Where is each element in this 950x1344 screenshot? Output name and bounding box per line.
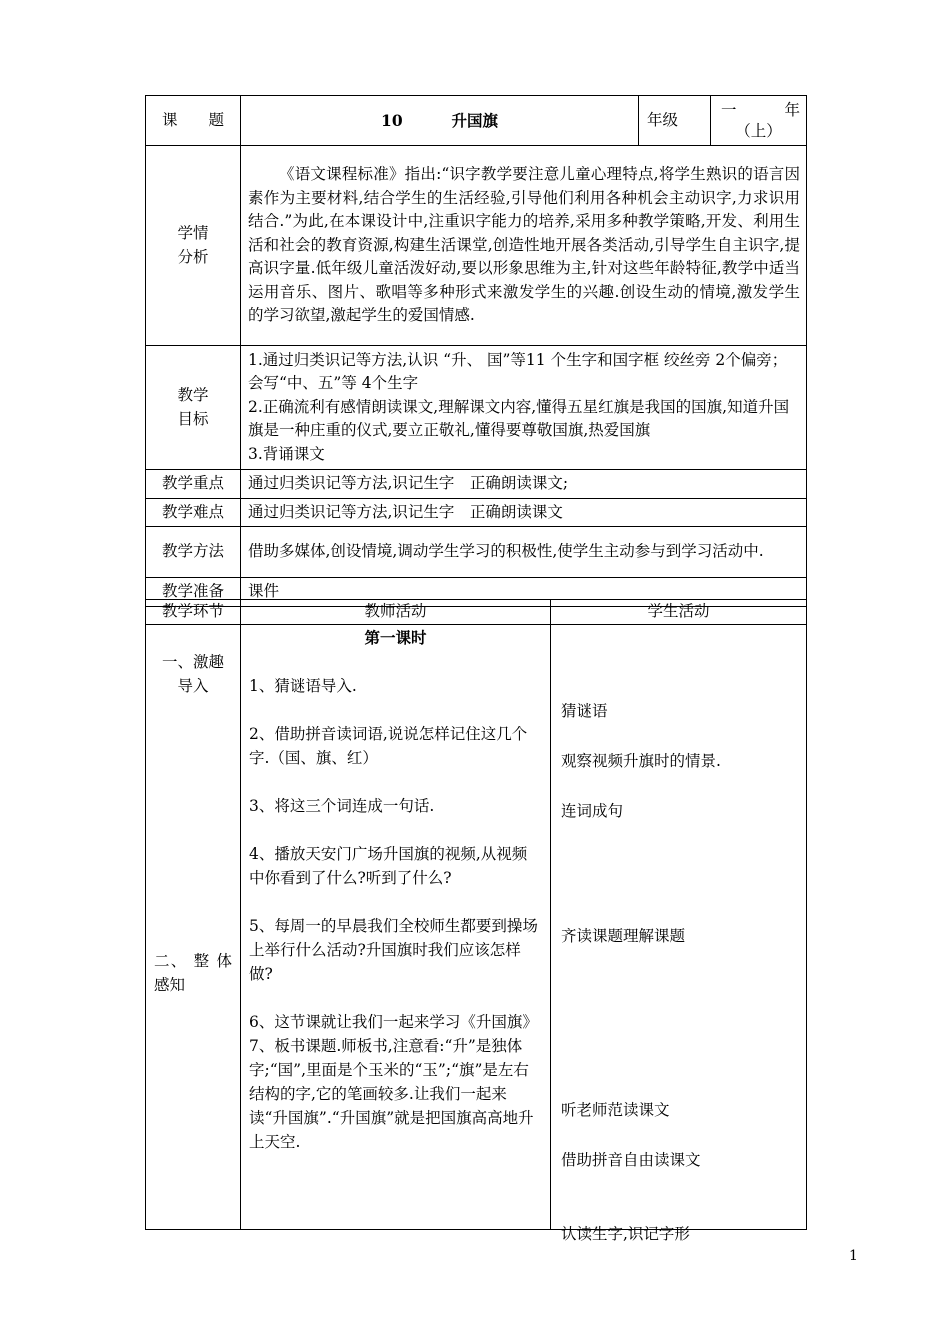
student-step-4: 齐读课题理解课题 <box>561 926 686 945</box>
difficulty-text: 通过归类识记等方法,识记生字 正确朗读课文 <box>241 498 807 527</box>
stage-1: 一、激趣 导入 <box>161 652 224 695</box>
key-point-label: 教学重点 <box>146 470 241 499</box>
teacher-step-7: 7、板书课题.师板书,注意看:“升”是独体字;“国”,里面是个玉米的“玉”;“旗”是左右结构的字,它的笔画较多.让我们一起来读“升国旗”.“升国旗”就是把国旗高高地升上天空. <box>249 1036 534 1151</box>
stage-column-header: 教学环节 <box>146 600 241 625</box>
goal-item-3: 3.背诵课文 <box>248 444 325 463</box>
teacher-step-3: 3、将这三个词连成一句话. <box>249 796 435 815</box>
teacher-column-header: 教师活动 <box>241 600 551 625</box>
goal-item-2: 2.正确流利有感情朗读课文,理解课文内容,懂得五星红旗是我国的国旗,知道升国旗是一种庄重的仪式,要立正敬礼,懂得要尊敬国旗,热爱国旗 <box>248 397 790 440</box>
method-label: 教学方法 <box>146 527 241 578</box>
analysis-text: 《语文课程标准》指出:“识字教学要注意儿童心理特点,将学生熟识的语言因素作为主要材料,结合学生的生活经验,引导他们利用各种机会主动识字,力求识用结合.”为此,在本课设计中,注重识字能力的培养,采用多种教学策略,开发、利用生活和社会的教育资源,构建生活课堂,创造性地开展各类活动,引导学生自主识字,提高识字量.低年级儿童活泼好动,要以形象思维为主,针对这些年龄特征,教学中适当运用音乐、图片、歌唱等多种形式来激发学生的兴趣.创设生动的情境,激发学生的学习欲望,激起学生的爱国情感. <box>241 146 807 346</box>
period-heading: 第一课时 <box>364 627 427 647</box>
topic-label: 课 题 <box>146 96 241 146</box>
goals-text <box>241 346 807 470</box>
page-number: 1 <box>849 1248 858 1264</box>
teacher-step-6: 6、这节课就让我们一起来学习《升国旗》 <box>249 1012 538 1031</box>
student-step-6: 借助拼音自由读课文 <box>561 1150 701 1169</box>
student-activities <box>551 624 807 1243</box>
goals-label: 教学 目标 <box>146 346 241 470</box>
grade-label: 年级 <box>639 96 711 146</box>
teacher-step-5: 5、每周一的早晨我们全校师生都要到操场上举行什么活动?升国旗时我们应该怎样做? <box>249 916 538 983</box>
key-point-text: 通过归类识记等方法,识记生字 正确朗读课文; <box>241 470 807 499</box>
student-step-3: 连词成句 <box>561 801 624 820</box>
stage-2: 二、 整 体 感知 <box>154 951 232 994</box>
prep-label: 教学准备 <box>146 578 241 607</box>
teacher-step-2: 2、借助拼音读词语,说说怎样记住这几个字.（国、旗、红） <box>249 724 528 767</box>
lesson-plan-table <box>145 95 807 607</box>
teacher-step-4: 4、播放天安门广场升国旗的视频,从视频中你看到了什么?听到了什么? <box>249 844 528 887</box>
prep-text: 课件 <box>241 578 807 607</box>
student-step-5: 听老师范读课文 <box>561 1100 670 1119</box>
student-step-7: 认读生字,识记字形 <box>561 1224 690 1243</box>
difficulty-label: 教学难点 <box>146 498 241 527</box>
method-text: 借助多媒体,创设情境,调动学生学习的积极性,使学生主动参与到学习活动中. <box>241 527 807 578</box>
lesson-title-cell <box>241 96 639 146</box>
lesson-title: 升国旗 <box>451 110 498 130</box>
lesson-number: 10 <box>381 110 403 130</box>
student-step-1: 猜谜语 <box>561 701 608 720</box>
grade-value: 一 年 （上） <box>711 96 807 146</box>
teacher-activities <box>241 624 551 1229</box>
activities-table <box>145 599 807 1243</box>
goal-item-1: 1.通过归类识记等方法,认识 “升、 国”等11 个生字和国字框 绞丝旁 2个偏旁； 会写“中、五”等 4个生字 <box>248 350 788 393</box>
student-step-2: 观察视频升旗时的情景. <box>561 751 721 770</box>
teacher-step-1: 1、猜谜语导入. <box>249 676 357 695</box>
stage-cell <box>146 624 241 1229</box>
analysis-label: 学情 分析 <box>146 146 241 346</box>
student-column-header: 学生活动 <box>551 600 807 625</box>
